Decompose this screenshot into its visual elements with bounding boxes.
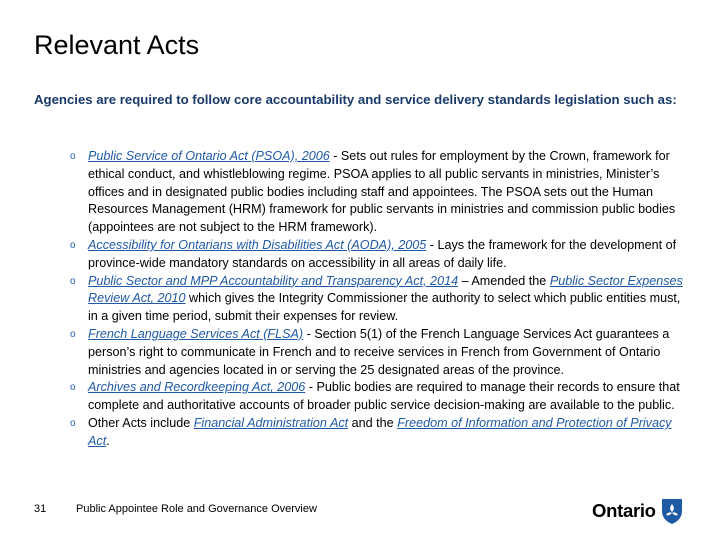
list-item	[70, 379, 690, 415]
act-description: - Public bodies are required to manage their records to ensure that complete and authoritative accounts of broader public service decision-making are available to the public.	[88, 380, 680, 413]
act-description: and the	[348, 415, 398, 430]
act-description: - Sets out rules for employment by the Crown, framework for ethical conduct, and whistleblowing regime. PSOA applies to all public servants in ministries, Minister’s offices and in designated public bodies including staff and appointees. The PSOA sets out the Human Resources Management (HRM) framework for public servants in ministries and commission public bodies (appointees are not subject to the HRM framework).	[88, 149, 676, 235]
list-item	[70, 415, 690, 451]
act-description: which gives the Integrity Commissioner the authority to select which public entities must, in a given time period, submit their expenses for review.	[88, 291, 681, 324]
bullet-icon: o	[70, 328, 76, 340]
bullet-icon: o	[70, 151, 76, 162]
list-item	[70, 273, 690, 326]
ontario-trillium-logo-icon	[660, 497, 684, 525]
financial-administration-act-link[interactable]: Financial Administration Act	[193, 415, 349, 430]
fippa-link[interactable]: Freedom of Information and Protection of Privacy Act	[88, 415, 672, 448]
slide-title: Relevant Acts	[34, 30, 200, 60]
bullet-icon: o	[70, 275, 76, 287]
expenses-review-act-link[interactable]: Public Sector Expenses Review Act, 2010	[88, 273, 683, 306]
accountability-act-link[interactable]: Public Sector and MPP Accountability and Transparency Act, 2014	[88, 273, 459, 288]
footer-title: Public Appointee Role and Governance Overview	[76, 503, 317, 515]
list-item	[70, 326, 690, 379]
act-description: - Lays the framework for the development of province-wide mandatory standards on accessibility in all areas of daily life.	[88, 237, 677, 270]
list-item	[70, 148, 690, 237]
bullet-icon: o	[70, 382, 76, 394]
list-item	[70, 237, 690, 273]
flsa-link[interactable]: French Language Services Act (FLSA)	[88, 326, 304, 341]
act-description: Other Acts include	[88, 415, 194, 430]
acts-list	[70, 148, 690, 451]
act-description: - Section 5(1) of the French Language Services Act guarantees a person’s right to communicate in French and to receive services in French from Government of Ontario ministries and agencies located in or serving the 25 designated areas of the province.	[88, 326, 670, 377]
act-description: – Amended the	[458, 273, 550, 288]
page-number: 31	[34, 503, 47, 515]
bullet-icon: o	[70, 239, 76, 251]
archives-act-link[interactable]: Archives and Recordkeeping Act, 2006	[88, 380, 306, 395]
act-description: .	[106, 433, 110, 448]
psoa-link[interactable]: Public Service of Ontario Act (PSOA), 2006	[88, 149, 330, 163]
intro-text: Agencies are required to follow core accountability and service delivery standards legislation such as:	[34, 92, 677, 107]
bullet-icon: o	[70, 417, 76, 429]
logo-wordmark: Ontario	[592, 500, 656, 521]
aoda-link[interactable]: Accessibility for Ontarians with Disabilities Act (AODA), 2005	[88, 237, 427, 252]
ontario-logo	[592, 496, 684, 526]
